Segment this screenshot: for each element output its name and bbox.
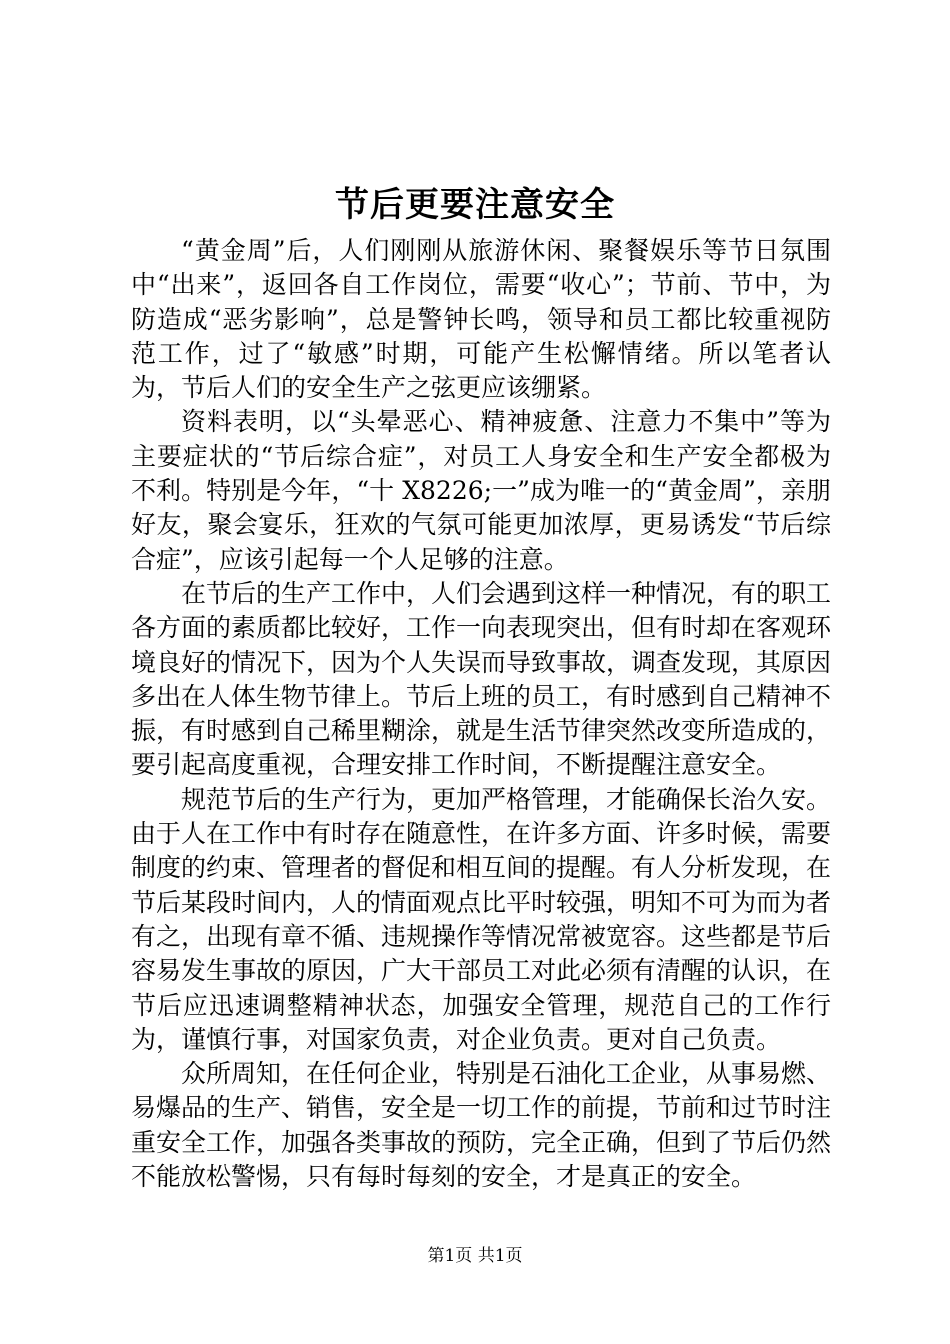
document-body [131, 234, 831, 1194]
paragraph-1: “黄金周”后，人们刚刚从旅游休闲、聚餐娱乐等节日氛围中“出来”，返回各自工作岗位，需要“收心”；节前、节中，为防造成“恶劣影响”，总是警钟长鸣，领导和员工都比较重视防范工作，过了“敏感”时期，可能产生松懈情绪。所以笔者认为，节后人们的安全生产之弦更应该绷紧。 [131, 236, 831, 403]
paragraph-2: 资料表明，以“头晕恶心、精神疲惫、注意力不集中”等为主要症状的“节后综合症”，对员工人身安全和生产安全都极为不利。特别是今年，“十 X8226;一”成为唯一的“黄金周”，亲朋好友，聚会宴乐，狂欢的气氛可能更加浓厚，更易诱发“节后综合症”，应该引起每一个人足够的注意。 [131, 407, 831, 574]
document-title: 节后更要注意安全 [335, 185, 615, 225]
paragraph-3: 在节后的生产工作中，人们会遇到这样一种情况，有的职工各方面的素质都比较好，工作一向表现突出，但有时却在客观环境良好的情况下，因为个人失误而导致事故，调查发现，其原因多出在人体生物节律上。节后上班的员工，有时感到自己精神不振，有时感到自己稀里糊涂，就是生活节律突然改变所造成的，要引起高度重视，合理安排工作时间，不断提醒注意安全。 [131, 578, 832, 780]
paragraph-5: 众所周知，在任何企业，特别是石油化工企业，从事易燃、易爆品的生产、销售，安全是一切工作的前提，节前和过节时注重安全工作，加强各类事故的预防，完全正确，但到了节后仍然不能放松警惕，只有每时每刻的安全，才是真正的安全。 [131, 1059, 832, 1192]
paragraph-4: 规范节后的生产行为，更加严格管理，才能确保长治久安。由于人在工作中有时存在随意性，在许多方面、许多时候，需要制度的约束、管理者的督促和相互间的提醒。有人分析发现，在节后某段时间内，人的情面观点比平时较强，明知不可为而为者有之，出现有章不循、违规操作等情况常被宽容。这些都是节后容易发生事故的原因，广大干部员工对此必须有清醒的认识，在节后应迅速调整精神状态，加强安全管理，规范自己的工作行为，谨慎行事，对国家负责，对企业负责。更对自己负责。 [131, 784, 832, 1054]
page-footer: 第1页 共1页 [427, 1246, 523, 1266]
